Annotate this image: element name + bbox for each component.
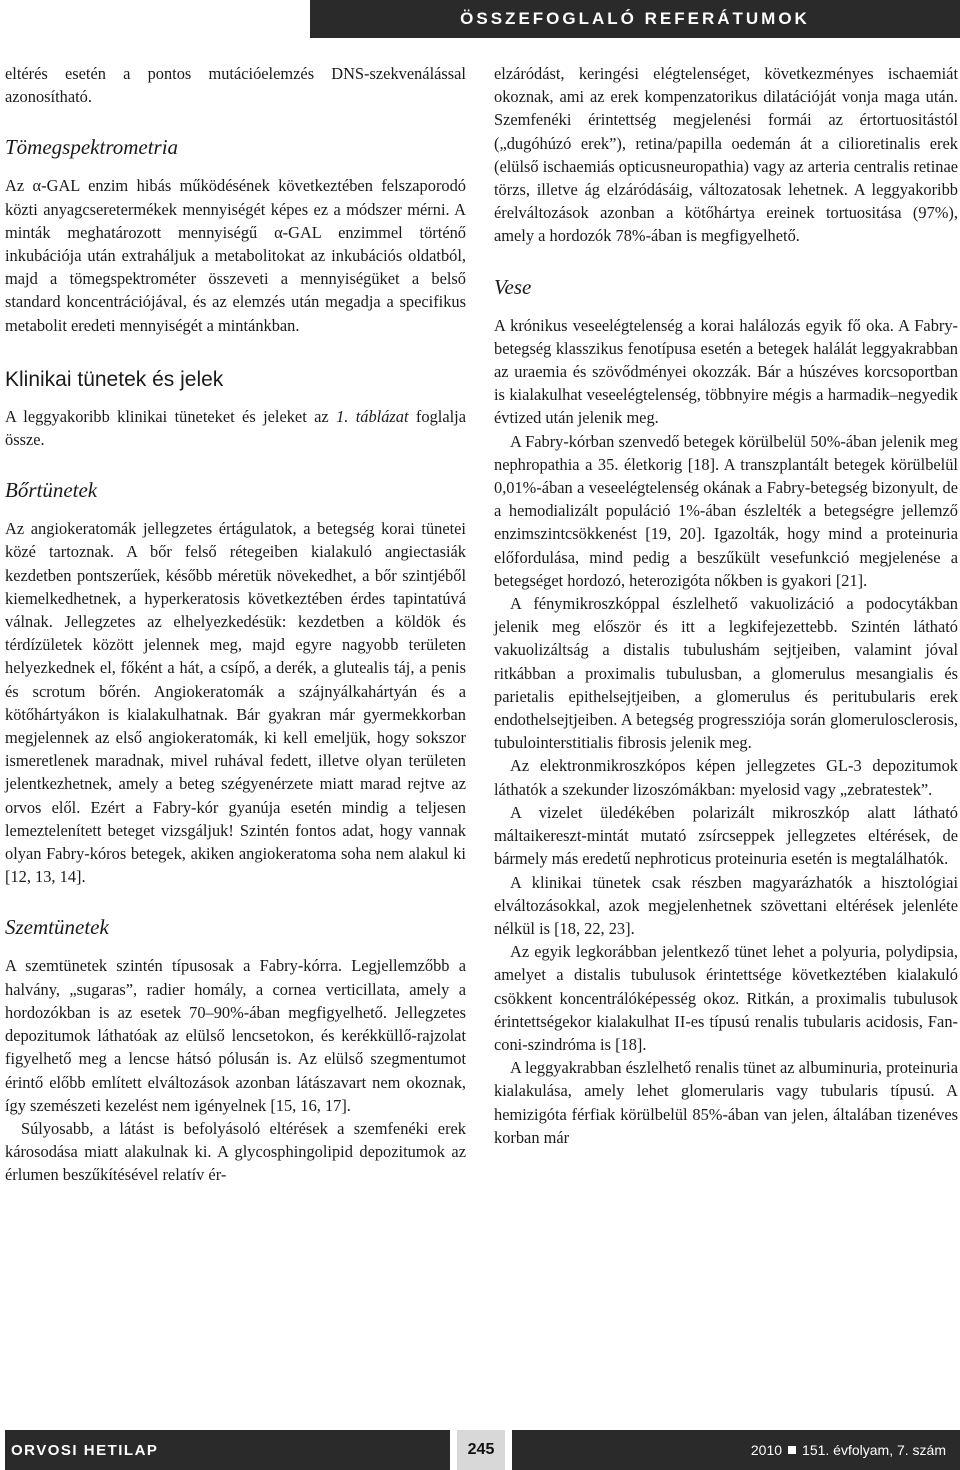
paragraph: Az elektronmikroszkópos képen jellegzetes GL-3 depozitumok láthatók a szekunder lizoszómákban: myelosid vagy „zebratestek”. (494, 756, 958, 799)
footer-issue (512, 1430, 960, 1470)
subheading-eye: Szemtünetek (5, 915, 109, 940)
paragraph: A krónikus veseelégtelenség a korai halálozás egyik fő oka. A Fabry-betegség klasszikus fenotípusa esetén a betegek halálát leggyakrabban az uraemia és szövődményei okozzák. Bár a húszéves korcsoportban is kialakulhat veseelégtelenség, többnyire mégis a harmadik–negyedik évtized után jelenik meg. (494, 315, 958, 428)
paragraph: A fénymikroszkóppal észlelhető vakuolizáció a podocytákban jelenik meg először és itt a legkifejezettebb. Szintén látható vakuolizáltság a distalis tubulushám sejtjeiben, valamint jóval ritkábban a proximalis tubulusban, a glomerulus mesangialis és parietalis epithelsejtjeiben, a glomerulus és peritubularis erek endothelsejtjeiben. A betegség progressziója során glomerulosclerosis, tubulointerstitialis fibrosis jelenik meg. (494, 594, 958, 753)
paragraph: Az α-GAL enzim hibás működésének következtében felszaporodó közti anyagcseretermékek mennyiségét képes ez a módszer mérni. A minták meghatározott mennyiségű α-GAL enzimmel történő inkubációja után extraháljuk a metabolitokat az inkubációs oldatból, majd a tömegspektrométer összeveti a mennyiségüket a belső standard koncentrációjával, és az elemzés után megadja a specifikus metabolit eredeti mennyiségét a mintánkban. (5, 176, 466, 335)
footer-journal (5, 1430, 450, 1470)
paragraph: A klinikai tünetek csak részben magyarázhatók a hisztológiai elváltozásokkal, azok megjelenhetnek szövettani eltérések jelenléte nélkül is [18, 22, 23]. (494, 872, 958, 938)
right-column (494, 62, 958, 1149)
issue-year: 2010 (750, 1442, 783, 1458)
page-number: 245 (467, 1441, 495, 1458)
text: A leggyakoribb klinikai tüneteket és jeleket az (5, 406, 337, 426)
page-number-box (457, 1430, 505, 1470)
subheading-kidney: Vese (494, 274, 532, 299)
section-title: ÖSSZEFOGLALÓ REFERÁTUMOK (460, 9, 810, 28)
subheading-skin: Bőrtünetek (5, 478, 98, 503)
subheading-mass-spectrometry: Tömegspektrometria (5, 135, 179, 160)
paragraph: A Fabry-kórban szenvedő betegek körülbelül 50%-ában jelenik meg nephropathia a 35. életkorig [18]. A transzplantált betegek körülbelül 0,01%-ában a veseelégtelenség okának a Fabry-betegség bizonyult, de a hemodializált populáció 1%-ában észlelték a betegségre jellemző enzimszintcsökkenést [19, 20]. Igazolták, hogy mind a proteinuria előfordulása, mind pedig a beszűkült vesefunkció megjelenése a betegséget hordozó, heterozigóta nőkben is gyakori [21]. (494, 431, 958, 590)
paragraph: Súlyosabb, a látást is befolyásoló eltérések a szemfenéki erek károsodása miatt alakulnak ki. A glycosphingolipid depozitumok az érlumen beszűkítésével relatív ér- (5, 1118, 466, 1185)
paragraph: A vizelet üledékében polarizált mikroszkóp alatt látható máltaikereszt-mintát mutató zsírcseppek jellegzetes eltérések, de bármely más eredetű nephroticus proteinuria esetén is megtalálhatók. (494, 802, 958, 869)
paragraph: elzáródást, keringési elégtelenséget, következményes ischaemiát okoznak, ami az erek kompenzatorikus dilatációját vonja maga után. Szemfenéki érintettség megjelenési formái az értortuositástól („dugóhúzó erek”), retina/papilla oedemán át a cilioretinalis erek (elülső ischaemiás opticusneuropathia) vagy az arteria centralis retinae törzs, illetve ág elzáródásáig, változatosak lehetnek. A leggyakoribb érelváltozások azonban a kötőhártya ereinek tortuositása (97%), amely a hordozók 78%-ában is megfigyelhető. (494, 64, 958, 246)
text: foglalja össze. (5, 406, 466, 450)
square-separator-icon (788, 1446, 796, 1454)
section-header (310, 0, 960, 38)
journal-name: ORVOSI HETILAP (11, 1441, 159, 1459)
paragraph: Az egyik legkorábban jelentkező tünet lehet a polyuria, polydipsia, amelyet a distalis tubulusok érintettsége következtében kialakuló csökkent koncentrálóképesség okoz. Ritkán, a proximalis tubulusok érintettségekor kialakulhat II-es típusú renalis tubularis acidosis, Fanconi-szindróma is [18]. (494, 942, 958, 1054)
section-heading-clinical: Klinikai tünetek és jelek (5, 367, 224, 391)
paragraph: A szemtünetek szintén típusosak a Fabry-kórra. Legjellemzőbb a halvány, „sugaras”, radier homály, a cornea verticillata, amely a hordozókban is az esetek 70–90%-ában megfigyelhető. Jellegzetes depozitumok láthatóak az elülső lencsetokon, és kerékküllő-rajzolat figyelhető meg a lencse hátsó pólusán is. Az elülső szegmentumot érintő előbb említett elváltozások azonban látászavart nem okoznak, így szemészeti kezelést nem igényelnek [15, 16, 17]. (5, 956, 466, 1115)
paragraph: Az angiokeratomák jellegzetes értágulatok, a betegség korai tünetei közé tartoznak. A bőr felső rétegeiben kialakuló angiectasiák kezdetben pontszerűek, később méretük növekedhet, a bőr szintjéből kiemelkedhetnek, a hyperkeratosis következtében érdes tapintatúvá válnak. Jellegzetes az elhelyezkedésük: kezdetben a köldök és térdízületek között jelennek meg, majd egyre nagyobb területen helyezkednek el, főként a hát, a csípő, a derék, a glutealis táj, a penis és scrotum bőrén. Angiokeratomák a szájnyálkahártyán és a kötőhártyákon is kialakulhatnak. Bár gyakran már gyermekkorban megjelennek az első angiokeratomák, ki kell emeljük, hogy sokszor ismeretlenek maradnak, mivel ruhával fedett, illetve olyan területen jelentkezhetnek, amely a beteg szégyenérzete miatt marad rejtve az orvos elől. Ezért a Fabry-kór gyanúja esetén mindig a teljesen lemeztelenített beteget vizsgáljuk! Szintén fontos adat, hogy vannak olyan Fabry-kóros betegek, akiken angiokeratoma soha nem alakul ki [12, 13, 14]. (5, 519, 466, 887)
table-reference: 1. táblázat (336, 406, 409, 426)
page-footer (0, 1430, 960, 1470)
issue-volume: 151. évfolyam, 7. szám (802, 1442, 946, 1458)
left-column (5, 62, 466, 1187)
paragraph-clinical (5, 405, 466, 451)
paragraph: eltérés esetén a pontos mutációelemzés DNS-szekvenálással azonosítható. (5, 64, 466, 107)
paragraph: A leggyakrabban észlelhető renalis tünet az albuminuria, proteinuria kialakulása, amely lehet glomerularis vagy tubularis típusú. A hemizigóta férfiak körülbelül 85%-ában van jelen, általában tizenéves korban már (494, 1058, 958, 1147)
